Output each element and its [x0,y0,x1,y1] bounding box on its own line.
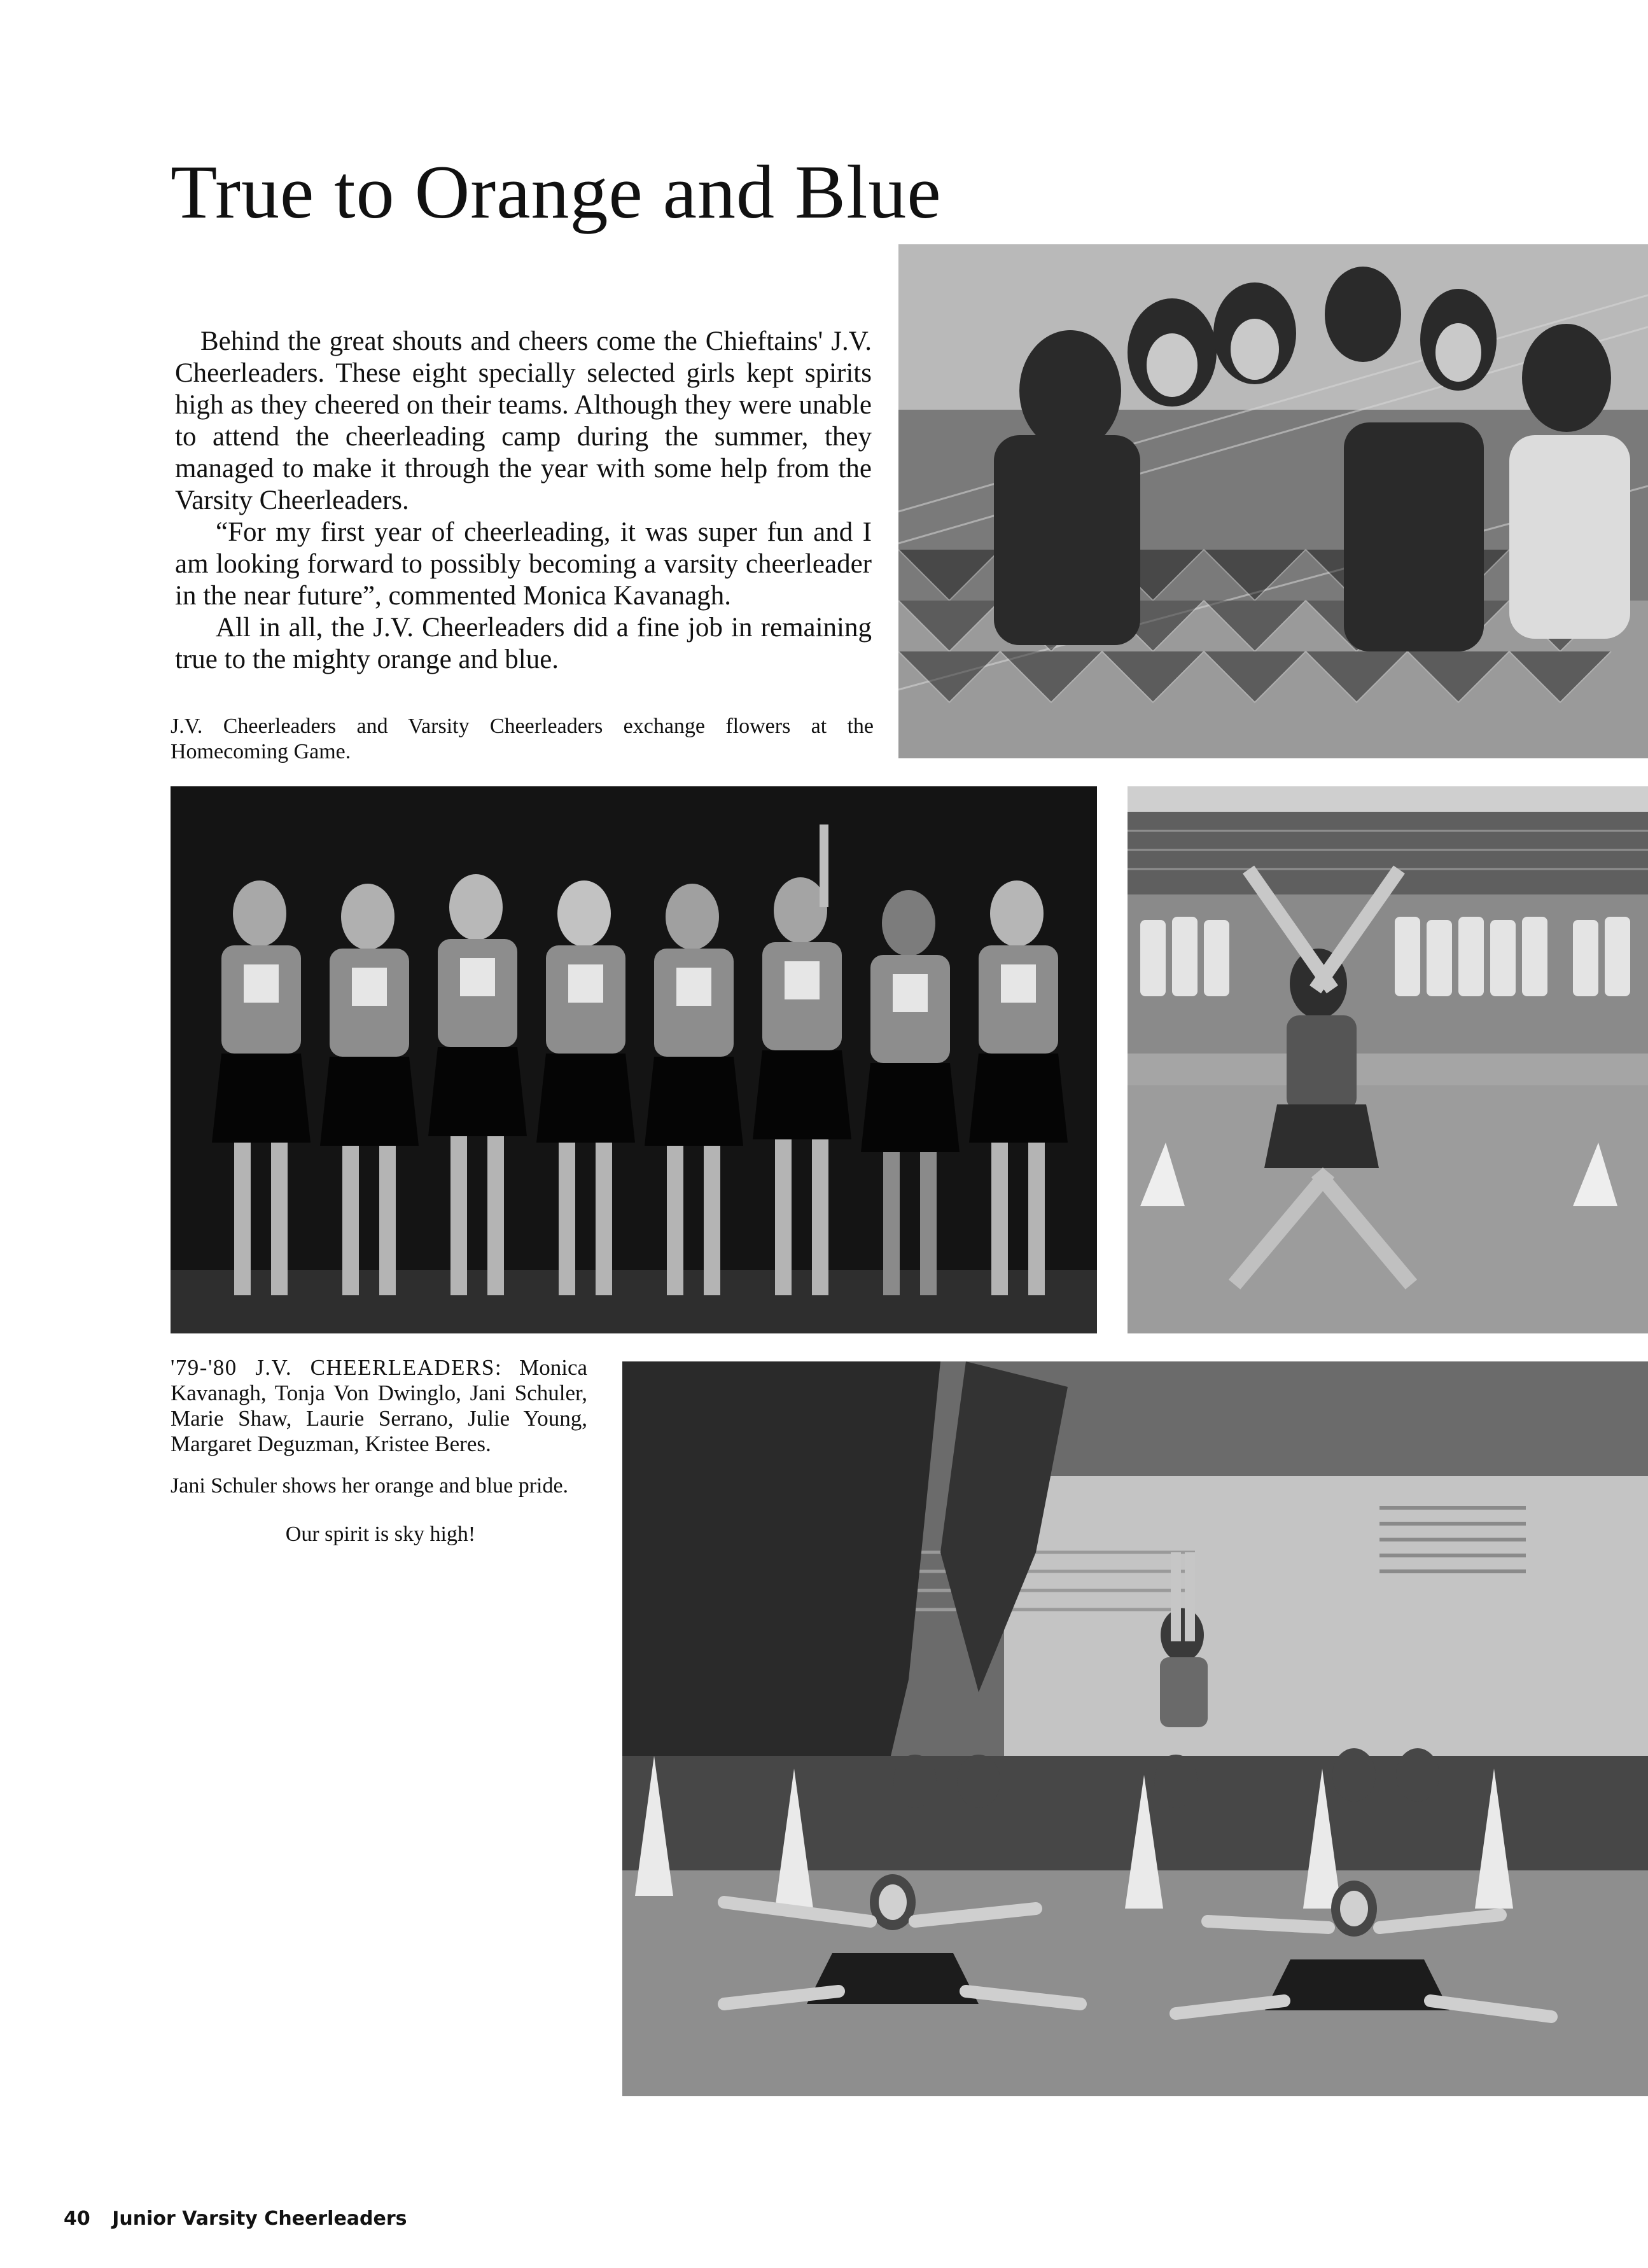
article-body [175,326,872,676]
body-paragraph: Behind the great shouts and cheers come the Chieftains' J.V. Cheerleaders. These eight specially selected girls kept spirits high as they cheered on their teams. Although they were unable to attend the cheerleading camp during the summer, they managed to make it through the year with some help from the Varsity Cheerleaders. [175,326,872,515]
roster-caption-lead: '79-'80 J.V. CHEERLEADERS: [171,1355,503,1380]
pyramid-photo [622,1361,1648,2096]
section-name: Junior Varsity Cheerleaders [112,2208,407,2230]
body-paragraph: “For my first year of cheerleading, it was super fun and I am looking forward to possibly becoming a varsity cheerleader in the near future”, commented Monica Kavanagh. [175,517,872,611]
fence-photo-caption: J.V. Cheerleaders and Varsity Cheerleaders exchange flowers at the Homecoming Game. [171,714,874,763]
body-paragraph: All in all, the J.V. Cheerleaders did a fine job in remaining true to the mighty orange and blue. [175,613,872,674]
jump-photo [1128,786,1648,1333]
page-title: True to Orange and Blue [171,150,942,234]
fence-photo-image [898,244,1648,758]
pyramid-photo-image [622,1361,1648,2096]
roster-caption [171,1355,587,1457]
sky-caption: Our spirit is sky high! [285,1522,476,1546]
fence-photo [898,244,1648,758]
group-photo [171,786,1097,1333]
jump-photo-image [1128,786,1648,1333]
page-footer [64,2208,407,2230]
page-number: 40 [64,2208,90,2230]
roster-caption-names: Monica Kavanagh, Tonja Von Dwinglo, Jani Schuler, Marie Shaw, Laurie Serrano, Julie Young, Margaret Deguzman, Kristee Beres. [171,1355,588,1456]
group-photo-image [171,786,1097,1333]
jani-caption: Jani Schuler shows her orange and blue pride. [171,1474,569,1498]
